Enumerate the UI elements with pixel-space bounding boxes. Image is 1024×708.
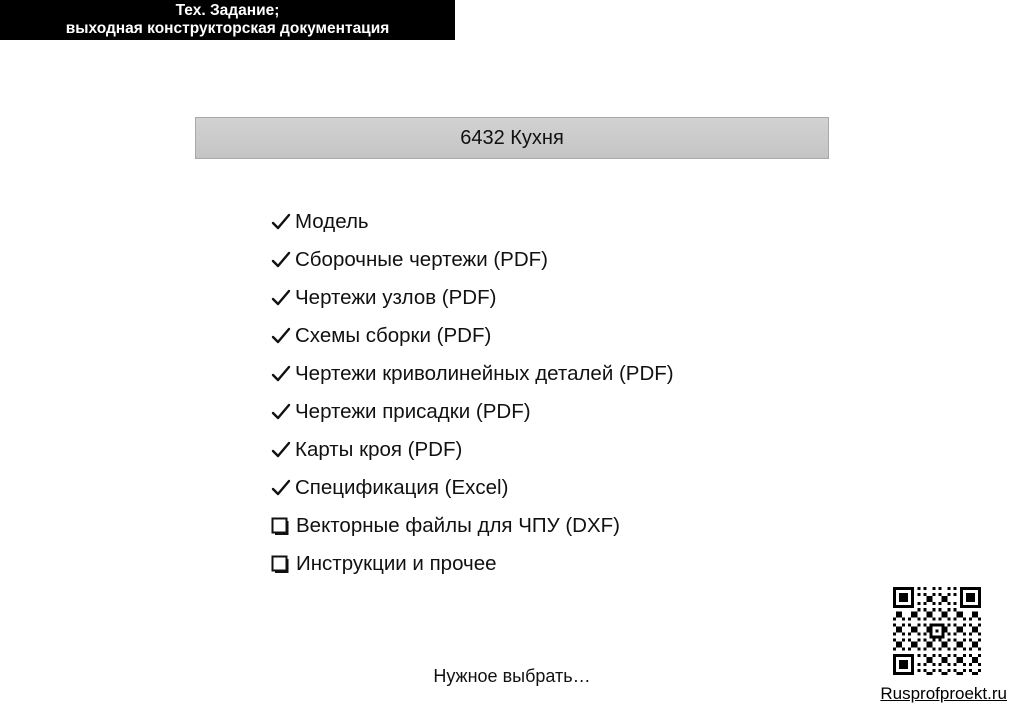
list-item: [271, 203, 674, 241]
checkmark-icon: [271, 212, 291, 232]
list-item-label: Чертежи присадки (PDF): [295, 400, 531, 423]
footer-note: Нужное выбрать…: [433, 666, 591, 686]
checkmark-icon: [271, 478, 291, 498]
deliverables-list: [271, 203, 674, 583]
checkbox-empty-icon: [271, 517, 292, 535]
checkmark-icon: [271, 250, 291, 270]
list-item: [271, 279, 674, 317]
list-item-label: Спецификация (Excel): [295, 476, 509, 499]
list-item: [271, 507, 674, 545]
list-item: [271, 431, 674, 469]
list-item-label: Модель: [295, 210, 369, 233]
checkmark-icon: [271, 288, 291, 308]
page-title-bar: [195, 117, 829, 159]
list-item: [271, 545, 674, 583]
list-item: [271, 393, 674, 431]
banner-line-2: выходная конструкторская документация: [65, 20, 390, 37]
checkbox-empty-icon: [271, 555, 292, 573]
checkmark-icon: [271, 326, 291, 346]
checkmark-icon: [271, 402, 291, 422]
list-item-label: Карты кроя (PDF): [295, 438, 463, 461]
page-title: 6432 Кухня: [460, 126, 564, 149]
top-banner: [0, 0, 455, 40]
list-item-label: Чертежи узлов (PDF): [295, 286, 497, 309]
checkmark-icon: [271, 440, 291, 460]
list-item: [271, 355, 674, 393]
list-item-label: Инструкции и прочее: [296, 552, 497, 575]
checkmark-icon: [271, 364, 291, 384]
list-item-label: Сборочные чертежи (PDF): [295, 248, 549, 271]
list-item-label: Чертежи криволинейных деталей (PDF): [295, 362, 674, 385]
banner-line-1: Тех. Задание;: [175, 2, 280, 19]
list-item: [271, 317, 674, 355]
list-item-label: Схемы сборки (PDF): [295, 324, 492, 347]
list-item: [271, 241, 674, 279]
list-item: [271, 469, 674, 507]
list-item-label: Векторные файлы для ЧПУ (DXF): [296, 514, 620, 537]
qr-code-icon: [893, 587, 981, 675]
site-link[interactable]: Rusprofproekt.ru: [880, 684, 1007, 703]
